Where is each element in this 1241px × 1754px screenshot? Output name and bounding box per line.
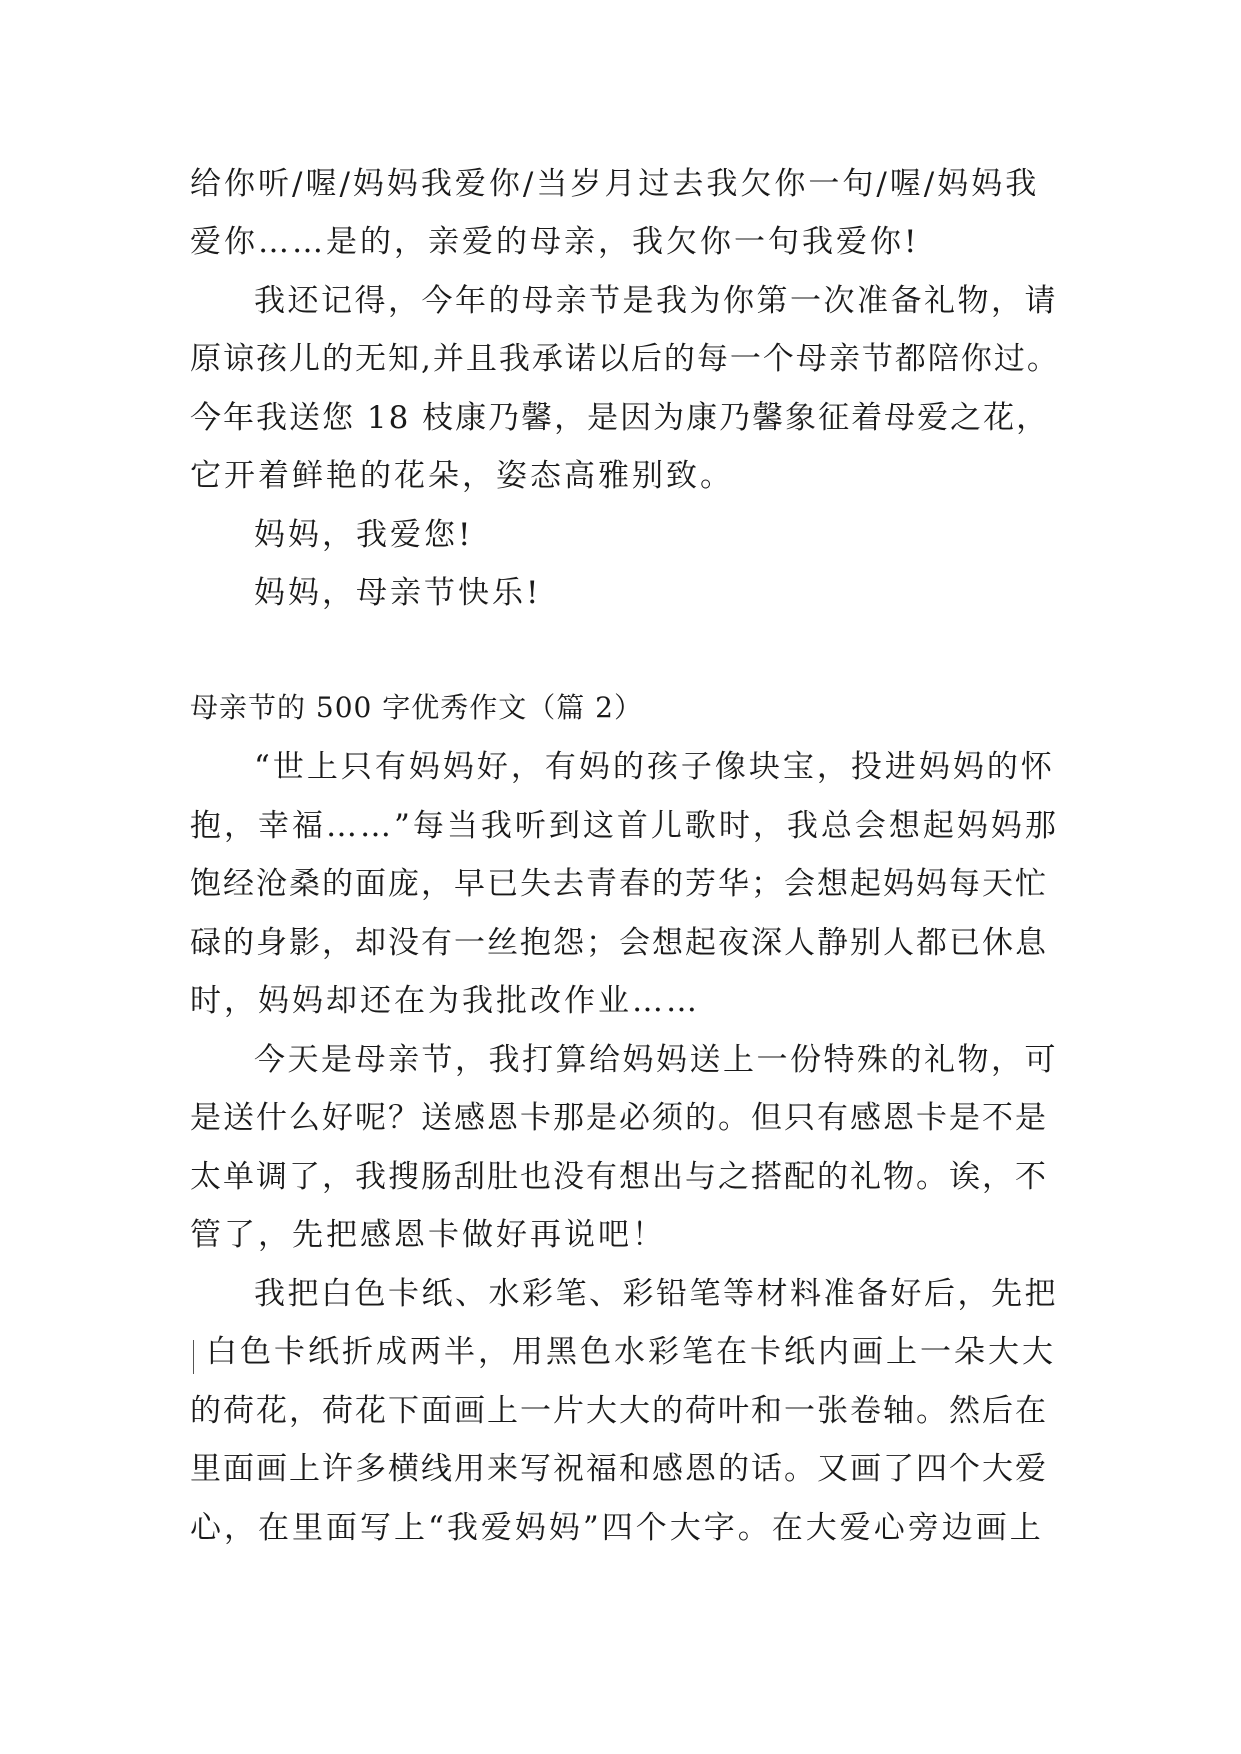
article-heading: 母亲节的 500 字优秀作文（篇 2）: [190, 691, 643, 724]
paragraph-line: 今年我送您 18 枝康乃馨，是因为康乃馨象征着母爱之花，: [190, 400, 1050, 436]
paragraph-line: 妈妈，我爱您!: [254, 517, 474, 553]
paragraph-line: 给你听/喔/妈妈我爱你/当岁月过去我欠你一句/喔/妈妈我: [190, 166, 1040, 202]
paragraph-line: 原谅孩儿的无知,并且我承诺以后的每一个母亲节都陪你过。: [190, 341, 1060, 377]
paragraph-line: “世上只有妈妈好，有妈的孩子像块宝，投进妈妈的怀: [254, 749, 1055, 785]
paragraph-line: 太单调了，我搜肠刮肚也没有想出与之搭配的礼物。诶，不: [190, 1159, 1048, 1195]
paragraph-line: 抱，幸福……”每当我听到这首儿歌时，我总会想起妈妈那: [190, 808, 1059, 844]
paragraph-line: 管了，先把感恩卡做好再说吧！: [190, 1217, 666, 1253]
paragraph-line: 妈妈，母亲节快乐!: [254, 575, 542, 611]
paragraph-line: 今天是母亲节，我打算给妈妈送上一份特殊的礼物，可: [254, 1042, 1058, 1078]
paragraph-line: 我还记得，今年的母亲节是我为你第一次准备礼物，请: [254, 283, 1058, 319]
paragraph-line: 爱你……是的，亲爱的母亲，我欠你一句我爱你!: [190, 224, 920, 260]
paragraph-line: 时，妈妈却还在为我批改作业……: [190, 983, 700, 1019]
paragraph-line: 饱经沧桑的面庞，早已失去青春的芳华；会想起妈妈每天忙: [190, 866, 1048, 902]
paragraph-line: 白色卡纸折成两半，用黑色水彩笔在卡纸内画上一朵大大: [206, 1334, 1056, 1370]
paragraph-line: 碌的身影，却没有一丝抱怨；会想起夜深人静别人都已休息: [190, 925, 1048, 961]
paragraph-line: 的荷花，荷花下面画上一片大大的荷叶和一张卷轴。然后在: [190, 1393, 1048, 1429]
paragraph-line: 它开着鲜艳的花朵，姿态高雅别致。: [190, 458, 734, 494]
paragraph-line: 我把白色卡纸、水彩笔、彩铅笔等材料准备好后，先把: [254, 1276, 1058, 1312]
paragraph-line: 心，在里面写上“我爱妈妈”四个大字。在大爱心旁边画上: [190, 1510, 1044, 1546]
paragraph-line: 是送什么好呢？送感恩卡那是必须的。但只有感恩卡是不是: [190, 1100, 1048, 1136]
text-cursor: [193, 1340, 194, 1374]
paragraph-line: 里面画上许多横线用来写祝福和感恩的话。又画了四个大爱: [190, 1451, 1048, 1487]
